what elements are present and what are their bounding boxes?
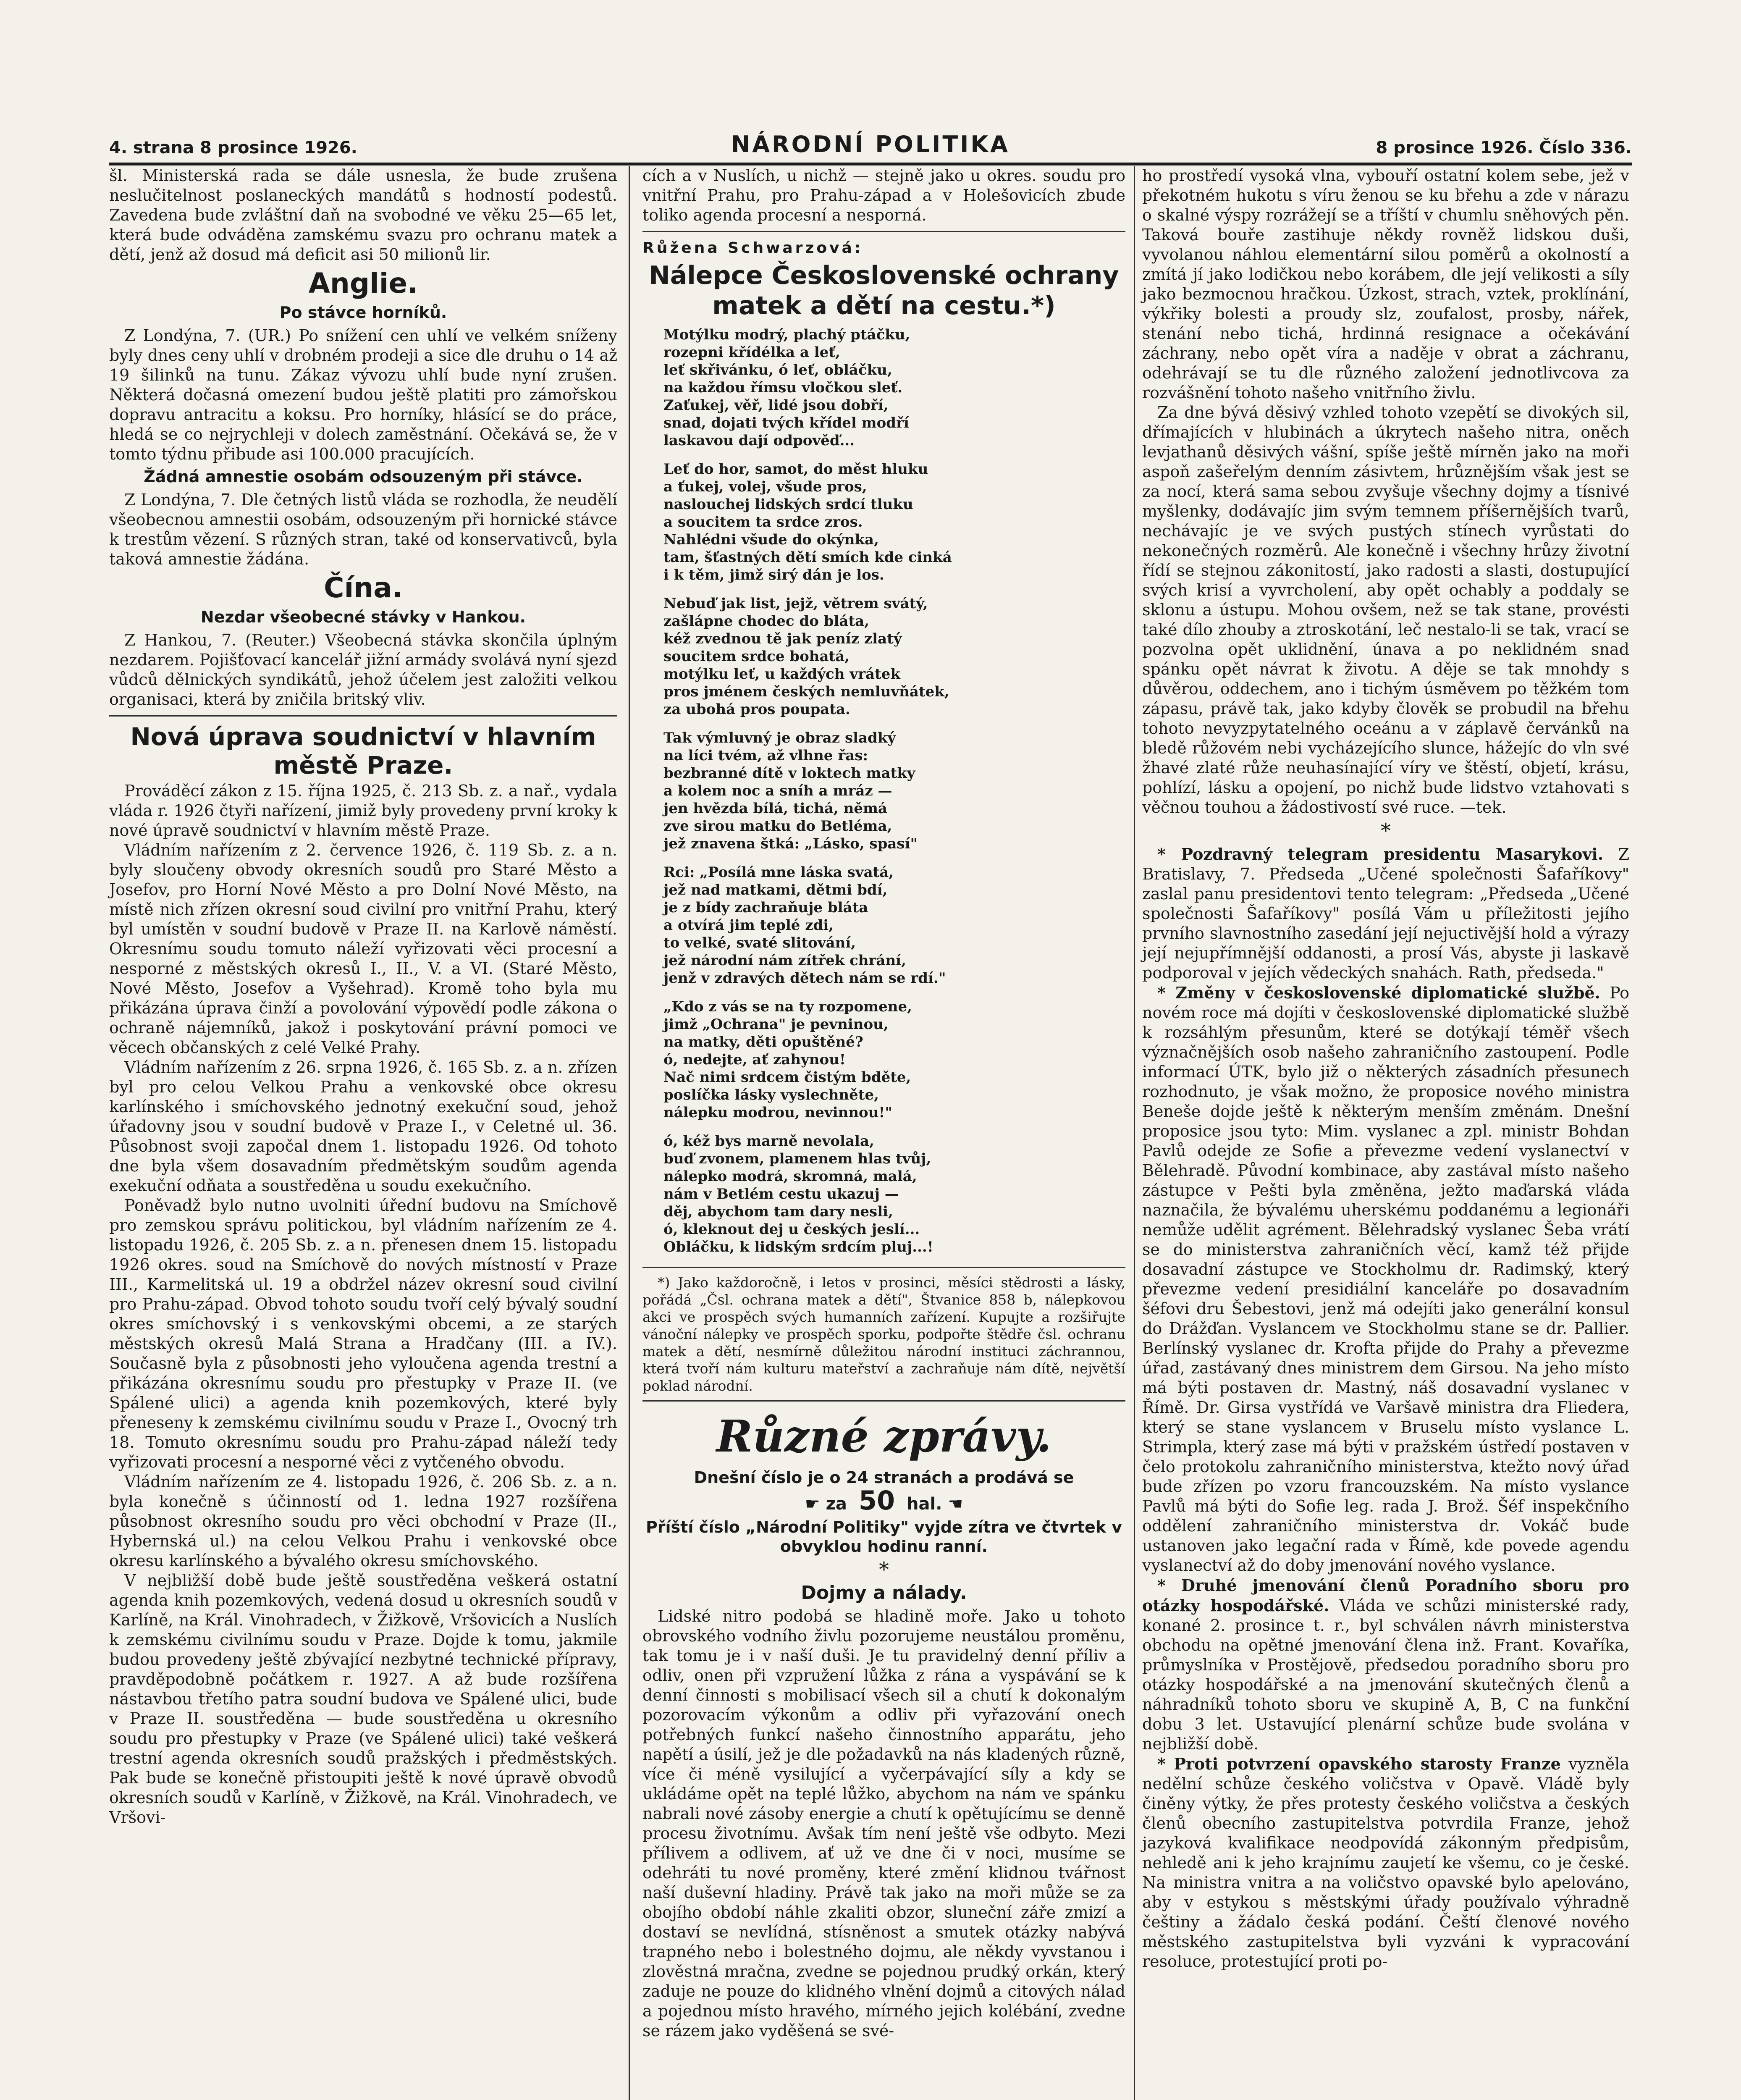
next-issue-notice: Příští číslo „Národní Politiky" vyjde zítra ve čtvrtek v obvyklou hodinu ranní. [645, 1518, 1122, 1556]
header-issue-number: 8 prosince 1926. Číslo 336. [1376, 138, 1632, 158]
article-paragraph: Vládním nařízením ze 4. listopadu 1926, č. 206 Sb. z. a n. byla konečně s účinností od 1. ledna 1927 rozšířena působnost okresního soudu pro věci obchodní v Praze (II., Hybernská ul.) na celou Velkou Prahu i venkovské obce okresu karlínského a bývalého okresu smíchovského. [109, 1473, 617, 1570]
poem-line: zašlápne chodec do bláta, [663, 613, 870, 630]
poem-line: nálepko modrá, skromná, malá, [663, 1168, 917, 1185]
section-heading-ruzne-zpravy: Různé zprávy. [716, 1410, 1052, 1462]
poem-line: Motýlku modrý, plachý ptáčku, [663, 326, 910, 343]
poem-line: Leť do hor, samot, do měst hluku [663, 461, 928, 478]
column-1 [109, 166, 617, 1827]
section-divider [642, 1267, 1125, 1268]
section-divider [642, 1400, 1125, 1402]
poem-line: rozepni křídélka a leť, [663, 344, 840, 361]
poem-line: snad, dojati tvých křídel modří [663, 415, 909, 431]
poem-line: jež národní nám zítřek chrání, [663, 952, 906, 969]
column-rule [629, 166, 630, 2100]
pointing-hand-icon: ☚ [948, 1494, 963, 1514]
subheading-dojmy: Dojmy a nálady. [801, 1582, 967, 1604]
poem-line: jimž „Ochrana" je pevninou, [663, 1016, 889, 1033]
header-page-date: 4. strana 8 prosince 1926. [109, 138, 357, 158]
poem-line: tam, šťastných dětí smích kde cinká [663, 549, 952, 566]
poem-line: Rci: „Posílá mne láska svatá, [663, 864, 894, 881]
news-item-text: Po novém roce má dojíti v československé diplomatické službě k rozsáhlým přesunům, které se dotýkají téměř všech význačnějších osob našeho zahraničního zastoupení. Podle informací ÚTK, bylo již o některých zásadních přesunech rozhodnuto, je však možno, že proposice nového ministra Beneše dojde ještě k některým menším změnám. Dnešní proposice jsou tyto: Mim. vyslanec a zpl. ministr Bohdan Pavlů odejde ze Sofie a převezme vedení vyslanectví v Bělehradě. Původní kombinace, aby zastával místo našeho zástupce v Pešti byla změněna, ježto maďarská vláda naznačila, že bývalému uherskému poddanému a legionáři nemůže udělit agrément. Bělehradský vyslanec Šeba vrátí se do ministerstva zahraničních věcí, kamž též přijde dosavadní zástupce ve Stockholmu dr. Radimský, který převezme vedení presidiální kanceláře po dosavadním šéfovi dru Šebestovi, jenž má odejíti jako generální konsul do Drážďan. Vyslancem ve Stockholmu stane se dr. Pallier. Berlínský vyslanec dr. Krofta přijde do Prahy a převezme úřad, zastávaný dnes ministrem dem Girsou. Na jeho místo má býti postaven dr. Mastný, náš dosavadní vyslanec v Římě. Dr. Girsa vystřídá ve Varšavě ministra dra Fliedera, který se stane vyslancem v Bruselu místo vyslance L. Strimpla, který zase má býti v pražském ústředí postaven v čelo protokolu zahraničního ministerstva, ktežto nový úřad bude zřízen po vzoru francouzském. Na místo vyslance Pavlů má býti do Sofie leg. rada J. Brož. Šéf inspekčního oddělení zahraničního ministerstva dr. Vokáč bude ustanoven jako legační rada v Římě, kde povede agendu vyslanectví až do doby jmenování nového vyslance. [1142, 984, 1629, 1575]
pointing-hand-icon: ☛ [805, 1494, 820, 1514]
poem-line: ó, kéž bys marně nevolala, [663, 1133, 874, 1150]
article-paragraph: Z Londýna, 7. (UR.) Po snížení cen uhlí ve velkém sníženy byly dnes ceny uhlí v drobném prodeji a sice dle druhu o 14 až 19 šilinků na tunu. Zákaz vývozu uhlí bude nyní zrušen. Některá dočasná omezení budou ještě platiti pro zámořskou dopravu antracitu a koksu. Pro horníky, hlásící se do práce, hledá se co nejrychleji v dolech zaměstnání. Očekává se, že v tomto týdnu přibude asi 100.000 pracujících. [109, 326, 617, 463]
article-paragraph: Vládním nařízením z 26. srpna 1926, č. 165 Sb. z. a n. zřízen byl pro celou Velkou Prahu a venkovské obce okresu karlínského i smíchovského jednotný exekuční soud, jehož úřadovny jsou v soudní budově v Praze I., v Celetné ul. 36. Působnost svoji započal dnem 1. listopadu 1926. Od tohoto dne byla všem dosavadním předmětským soudům agenda exekuční odňata a soustředěna u soudu exekučního. [109, 1058, 617, 1195]
news-item [1142, 1754, 1629, 1971]
section-heading-cina: Čína. [324, 572, 403, 604]
poem-stanza [663, 864, 1125, 987]
poem-stanza [663, 998, 1125, 1121]
news-item-lead: * Změny v československé diplomatické službě. [1157, 983, 1600, 1002]
subheading-hankou-strike: Nezdar všeobecné stávky v Hankou. [200, 608, 526, 626]
poem-line: jež znavena štká: „Lásko, spasí" [663, 835, 918, 852]
poem-line: na líci tvém, až vlhne řas: [663, 747, 868, 764]
footnote-text: *) Jako každoročně, i letos v prosinci, měsíci stědrosti a lásky, pořádá „Čsl. ochrana matek a dětí", Štvanice 858 b, nálepkovou akci ve prospěch svých humanních zařízení. Kupujte a rozšiřujte vánoční nálepky ve prospěch sporku, podpořte štědře čsl. ochranu matek a dětí, nesmírně důležitou národní instituci záchrannou, která tvoří nám kulturu mateřství a zachraňuje nám dítě, největší poklad národní. [642, 1274, 1125, 1394]
poem-line: děj, abychom tam dary nesli, [663, 1203, 893, 1220]
poem-line: a soucitem ta srdce zros. [663, 514, 863, 530]
poem-author: Růžena Schwarzová: [642, 239, 863, 257]
section-divider [109, 715, 617, 717]
continued-paragraph: cích a v Nuslích, u nichž — stejně jako u okres. soudu pro vnitřní Prahu, pro Prahu-západ a v Holešovicích zbude toliko agenda procesní a nesporná. [642, 166, 1125, 224]
column-rule [1134, 166, 1135, 2100]
poem-footnote [642, 1274, 1125, 1394]
price-unit: hal. [907, 1494, 942, 1514]
news-item-text: vyzněla nedělní schůze českého voličstva v Opavě. Vládě byly činěny výtky, že přes protesty českého voličstva a českých členů obecního zastupitelstva potvrdila Franze, jehož jazyková kvalifikace neodpovídá zákonným předpisům, nehledě ani k jeho krajnímu zaujetí ke všemu, co je české. Na ministra vnitra a na voličstvo opavské bylo apelováno, aby v estykou s městskými úřady používalo výhradně češtiny a žádalo česká podání. Čeští členové nového městského zastupitelstva byli vyzváni k vypracování resoluce, protestující proti po- [1142, 1755, 1629, 1971]
article-paragraph: V nejbližší době bude ještě soustředěna veškerá ostatní agenda knih pozemkových, vedená dosud u okresních soudů v Karlíně, na Král. Vinohradech, v Žižkově, Vršovicích a Nuslích k zemskému civilnímu soudu v Praze. Dojde k tomu, jakmile budou provedeny ještě zbývající nezbytné technické přípravy, pravděpodobně počátkem r. 1927. A až bude rozšířena nástavbou třetího patra soudní budova ve Spálené ulici, bude v Praze II. soustředěna — bude soustředěna u okresního soudu pro přestupky v Praze (ve Spálené ulici) také veškerá trestní agenda okresních soudů pražských i předměstských. Pak bude se konečně přistoupiti ještě k nové úpravě obvodů okresních soudů v Karlíně, v Žižkově, na Král. Vinohradech, ve Vršovi- [109, 1571, 617, 1827]
section-divider [642, 231, 1125, 232]
poem-line: bezbranné dítě v loktech matky [663, 765, 915, 782]
article-title-soudnictvi: Nová úprava soudnictví v hlavním městě Praze. [130, 722, 596, 780]
article-paragraph: Poněvadž bylo nutno uvolniti úřední budovu na Smíchově pro zemskou správu politickou, byl vládním nařízením ze 4. listopadu 1926, č. 205 Sb. z. a n. přenesen dnem 15. listopadu 1926 okres. soud na Smíchově do nových místností v Praze III., Karmelitská ul. 19 a obdržel název okresní soud civilní pro Prahu-západ. Obvod tohoto soudu tvoří celý bývalý soudní okres smíchovský i s venkovskými obcemi, a ze starých městských okresů Malá Strana a Hradčany (III. a IV.). Současně byla z působnosti jeho vyloučena agenda trestní a přikázána okresnímu soudu pro přestupky v Praze II. (ve Spálené ulici) a agenda knih pozemkových, které byly přeneseny k zemskému civilnímu soudu v Praze I., Ovocný trh 18. Tomuto okresnímu soudu pro Prahu-západ náleží tedy vyřizovati procesní a nesporné věci z vytčeného obvodu. [109, 1196, 617, 1471]
poem-line: ó, kleknout dej u českých jeslí... [663, 1221, 920, 1238]
news-item [1142, 844, 1629, 983]
poem-line: laskavou dají odpověď... [663, 432, 855, 449]
poem-stanza [663, 460, 1125, 584]
subheading-miners-strike: Po stávce horníků. [279, 303, 447, 322]
poem-line: soucitem srdce bohatá, [663, 648, 850, 665]
poem-line: jež nad matkami, dětmi bdí, [663, 882, 888, 898]
news-item-lead: * Proti potvrzení opavského starosty Franze [1157, 1754, 1561, 1773]
poem-line: naslouchej lidských srdcí tluku [663, 496, 913, 513]
poem-line: a ťukej, volej, všude pros, [663, 478, 867, 495]
poem-line: buď zvonem, plamenem hlas tvůj, [663, 1150, 931, 1167]
italy-intro-paragraph: šl. Ministerská rada se dále usnesla, že bude zrušena neslučitelnost poslaneckých mandátů s hodností podestů. Zavedena bude zvláštní daň na svobodné ve věku 25—65 let, která bude odváděna zamskému svazu pro ochranu matek a dětí, jenž až dosud má deficit asi 50 milionů lir. [109, 166, 617, 264]
column-3 [1142, 166, 1629, 1971]
price-prefix: za [826, 1494, 847, 1514]
poem-line: Obláčku, k lidským srdcím pluj...! [663, 1239, 933, 1255]
masthead-title: NÁRODNÍ POLITIKA [731, 131, 1010, 158]
poem-line: a kolem noc a sníh a mráz — [663, 782, 892, 799]
poem-line: nálepku modrou, nevinnou!" [663, 1104, 893, 1121]
news-item-text: Vláda ve schůzi ministerské rady, konané 2. prosince t. r., byl schválen návrh ministerstva obchodu na opětné jmenování člena inž. Frant. Kovaříka, průmyslníka v Prostějově, předsedou poradního sboru pro otázky hospodářské a na jmenování skutečných členů a náhradníků tohoto sboru ve skupině A, B, C na funkční dobu 3 let. Ustavující plenární schůze bude svolána v nejbližší době. [1142, 1596, 1629, 1753]
section-heading-anglie: Anglie. [308, 267, 418, 299]
poem-line: za ubohá pros poupata. [663, 701, 850, 718]
subheading-amnesty: Žádná amnestie osobám odsouzeným při stávce. [144, 467, 583, 486]
poem-line: je z bídy zachraňuje bláta [663, 899, 868, 916]
poem-line: kéž zvednou tě jak peníz zlatý [663, 630, 902, 647]
news-item-lead: * Druhé jmenování členů Poradního sboru pro otázky hospodářské. [1142, 1576, 1629, 1615]
price-amount: 50 [858, 1485, 895, 1516]
poem-line: nám v Betlém cestu ukazuj — [663, 1186, 899, 1202]
poem-stanza [663, 326, 1125, 449]
poem-line: jen hvězda bílá, tichá, němá [663, 800, 887, 817]
poem-body [642, 326, 1125, 1256]
article-paragraph: Z Londýna, 7. Dle četných listů vláda se rozhodla, že neudělí všeobecnou amnestii osobám, odsouzeným při hornické stávce k trestům vězení. S různých stran, také od konservativců, byla taková amnestie žádána. [109, 491, 617, 568]
poem-line: Nač nimi srdcem čistým bděte, [663, 1069, 911, 1086]
poem-line: „Kdo z vás se na ty rozpomene, [663, 998, 912, 1015]
poem-line: ó, nedejte, ať zahynou! [663, 1051, 846, 1068]
article-paragraph: Vládním nařízením z 2. července 1926, č. 119 Sb. z. a n. byly sloučeny obvody okresních soudů pro Staré Město a Josefov, pro Horní Nové Město a pro Dolní Nové Město, na místě nich zřízen okresní soud civilní pro vnitřní Prahu, který byl umístěn v soudní budově v Praze II. na Karlově náměstí. Okresnímu soudu tomuto náleží vyřizovati věci procesní a nesporné z městských okresů I., II., V. a VI. (Staré Město, Nové Město, Josefov a Vyšehrad). Kromě toho byla mu přikázána úprava činží a povolování výpovědí podle zákona o ochraně nájemníků, jakož i poskytování právní pomoci ve věcech občanských z celé Velké Prahy. [109, 841, 617, 1057]
poem-stanza [663, 1132, 1125, 1256]
article-paragraph: Za dne bývá děsivý vzhled tohoto vzepětí se divokých sil, dřímajících v hlubinách a úkrytech našeho nitra, oněch levjathanů děsivých vášní, spíše ještě mírněn jako na moři aspoň zašeřelým denním zásivtem, hrůznějším však jest se za nocí, která sama sebou zvyšuje všechny dojmy a tísnivé myšlenky, dodávajíc jim svým temnem příšernějších tvarů, nechávajíc je ve svých pustých stínech vyrůstati do nekonečných rozměrů. Ale konečně i všechny hrůzy životní řídí se stejnou zákonitostí, jako radosti a slasti, dostupující svých krisí a vyvrcholení, aby opět ochably a poddaly se sklonu a ústupu. Mohou ovšem, než se tak stane, provésti také dílo zhouby a ztroskotání, leč nestalo-li se tak, vrací se pozvolna opět uklidnění, únava a po neklidném snad spánku opět návrat k životu. A děje se tak mnohdy s důvěrou, oddechem, ano i tichým úsměvem po těžkém tom zápasu, právě tak, jako kdyby člověk se probudil na břehu tohoto nevyzpytatelného oceánu a v záplavě červánků na bledě růžovém nebi vycházejícího slunce, hážejíc do vln své žhavé zlaté růže neuhasínající víry ve štěstí, objetí, krásu, pohlízí, lásku a opojení, po nichž bude lidstvo vztahovati s věčnou touhou a žádostivostí své ruce. —tek. [1142, 403, 1629, 816]
news-item-lead: * Pozdravný telegram presidentu Masarykovi. [1157, 845, 1604, 864]
poem-stanza [663, 729, 1125, 853]
poem-line: Nahlédni všude do okýnka, [663, 531, 879, 548]
news-item [1142, 983, 1629, 1575]
poem-line: jenž v zdravých dětech nám se rdí." [663, 970, 946, 987]
continued-paragraph: ho prostředí vysoká vlna, vybouří ostatní kolem sebe, jež v překotném hukotu s víru ženou se ku břehu a zde v nárazu o skalné výspy rozrážejí se a tříští v chumlu sněhových pěn. Taková bouře zastihuje někdy rovněž lidskou duši, vyvolanou náhlou elementární silou poměrů a okolností a zmítá jí jako lodičkou nebo korábem, dle její velikosti a síly jako bezmocnou hračkou. Úzkost, strach, vztek, proklínání, výkřiky bolesti a proudy slz, zoufalost, prosby, nářek, stenání nebo tichá, hrdinná resignace a očekávání záchrany, nebo opět víra a naděje v obrat a záchranu, odehrávají se tu dle různého založení jednotlivcova za rozvášnění tohoto našeho vnitřního živlu. [1142, 166, 1629, 402]
star-separator: * [1381, 819, 1391, 843]
article-paragraph: Z Hankou, 7. (Reuter.) Všeobecná stávka skončila úplným nezdarem. Pojišťovací kancelář jižní armády svolává nyní sjezd vůdců dělnických syndikátů, jehož účelem jest založiti velkou organisaci, která by zničila britský vliv. [109, 631, 617, 709]
poem-line: zve sirou matku do Betléma, [663, 818, 892, 835]
poem-line: i k těm, jimž sirý dán je los. [663, 567, 884, 583]
poem-line: poslíčka lásky vyslechněte, [663, 1087, 879, 1103]
issue-size-notice: Dnešní číslo je o 24 stranách a prodává se [694, 1468, 1074, 1487]
page-header [109, 107, 1632, 165]
news-items [1142, 844, 1629, 1971]
poem-line: leť skřivánku, ó leť, obláčku, [663, 362, 892, 378]
poem-line: Zaťukej, věř, lidé jsou dobří, [663, 397, 889, 414]
poem-line: na každou římsu vločkou sleť. [663, 379, 903, 396]
poem-title: Nálepce Československé ochrany matek a dětí na cestu.*) [649, 261, 1119, 320]
article-paragraph: Lidské nitro podobá se hladině moře. Jako u tohoto obrovského vodního živlu pozorujeme neustálou proměnu, tak tomu je i v naší duši. Je tu pravidelný denní příliv a odliv, onen při vzpružení lůžka z rána a vyspávání se k denní činnosti s mobilisací všech sil a chutí k dokonalým pozorovacím výkonům a odliv při vyřazování onech potřebných funkcí našeho činnostního apparátu, jeho napětí a úsilí, jež je dle požadavků na nás kladených různě, více či méně vysilující a vyčerpávající síly a kdy se ukládáme opět na teplé lůžko, abychom na nám ve spánku nabrali nové zásoby energie a chutí k opětujícímu se denně procesu životnímu. Avšak tím není ještě vše odbyto. Mezi přílivem a odlivem, ať už ve dne či v noci, musíme se odehráti tu nové proměny, které změní klidnou tvářnost naší duševní hladiny. Právě tak jako na moři může se za obojího období náhle zkaliti obzor, sluneční záře zmizí a dostaví se nevlídná, stísněnost a smutek otázky nabývá trapného nebo i bolestného dojmu, ale někdy vyvstanou i zlověstná mračna, zvedne se pojednou prudký orkán, který zaduje ne pouze do klidného vlnění dojmů a citových nálad a pojednou místo hravého, mírného jejich kolébání, zvedne se rázem jako vyděšená se své- [642, 1607, 1125, 2040]
poem-stanza [663, 595, 1125, 718]
poem-line: na matky, děti opuštěné? [663, 1034, 863, 1050]
article-paragraph: Prováděcí zákon z 15. října 1925, č. 213 Sb. z. a nař., vydala vláda r. 1926 čtyři nařízení, jimiž byly provedeny první kroky k nové úpravě soudnictví v hlavním městě Praze. [109, 782, 617, 840]
poem-line: Tak výmluvný je obraz sladký [663, 730, 896, 746]
poem-line: pros jménem českých nemluvňátek, [663, 683, 949, 700]
poem-line: Nebuď jak list, jejž, větrem svátý, [663, 595, 928, 612]
poem-line: to velké, svaté slitování, [663, 934, 856, 951]
star-separator: * [879, 1558, 889, 1581]
news-item [1142, 1575, 1629, 1754]
news-item-text: Z Bratislavy, 7. Předseda „Učené společnosti Šafaříkovy" zaslal panu presidentovi tento telegram: „Předseda „Učené společnosti Šafaříkovy" posílá Vám u příležitosti jejího prvního slavnostního zasedání její nejuctivější hold a výrazy její nejupřímnější oddanosti, a prosí Vás, abyste ji laskavě podporoval v jejích vědeckých snahách. Rath, předseda." [1142, 845, 1629, 982]
poem-line: motýlku leť, u každých vrátek [663, 666, 900, 682]
price-line [642, 1485, 1125, 1516]
poem-line: a otvírá jim teplé zdi, [663, 917, 834, 934]
column-2 [642, 166, 1125, 2041]
